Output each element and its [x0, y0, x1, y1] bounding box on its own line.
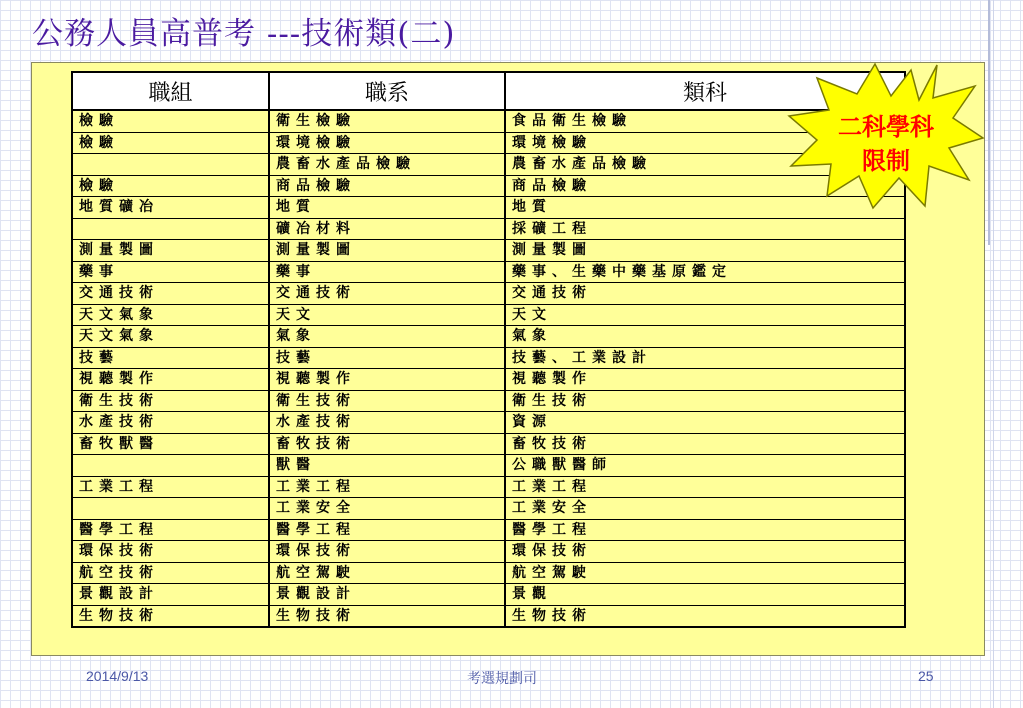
cell-category: 農畜水產品檢驗	[505, 154, 905, 176]
cell-category: 資源	[505, 412, 905, 434]
table-row	[72, 390, 905, 412]
table-header-row	[72, 72, 905, 110]
cell-series: 藥事	[269, 261, 505, 283]
cell-group: 景觀設計	[72, 584, 269, 606]
table-row	[72, 369, 905, 391]
cell-series: 生物技術	[269, 605, 505, 627]
table-row	[72, 519, 905, 541]
table-row	[72, 347, 905, 369]
starburst-label	[787, 110, 985, 178]
cell-group	[72, 498, 269, 520]
cell-group: 天文氣象	[72, 326, 269, 348]
table-row	[72, 455, 905, 477]
cell-group: 視聽製作	[72, 369, 269, 391]
table-row	[72, 304, 905, 326]
cell-category: 工業工程	[505, 476, 905, 498]
table-row	[72, 562, 905, 584]
cell-category: 食品衛生檢驗	[505, 110, 905, 132]
cell-category: 視聽製作	[505, 369, 905, 391]
cell-category: 環保技術	[505, 541, 905, 563]
cell-group: 天文氣象	[72, 304, 269, 326]
cell-series: 衛生檢驗	[269, 110, 505, 132]
slide-decor-line	[988, 0, 990, 245]
cell-group: 測量製圖	[72, 240, 269, 262]
cell-category: 工業安全	[505, 498, 905, 520]
cell-category: 公職獸醫師	[505, 455, 905, 477]
table-row	[72, 605, 905, 627]
table-row	[72, 240, 905, 262]
cell-series: 農畜水產品檢驗	[269, 154, 505, 176]
footer-organization: 考選規劃司	[467, 670, 537, 686]
cell-series: 技藝	[269, 347, 505, 369]
table-row	[72, 110, 905, 132]
header-series: 職系	[269, 72, 505, 110]
cell-series: 地質	[269, 197, 505, 219]
cell-category: 採礦工程	[505, 218, 905, 240]
cell-category: 技藝、工業設計	[505, 347, 905, 369]
table-row	[72, 197, 905, 219]
cell-category: 醫學工程	[505, 519, 905, 541]
cell-group: 航空技術	[72, 562, 269, 584]
cell-series: 交通技術	[269, 283, 505, 305]
cell-category: 生物技術	[505, 605, 905, 627]
cell-series: 環境檢驗	[269, 132, 505, 154]
cell-group: 地質礦冶	[72, 197, 269, 219]
cell-category: 藥事、生藥中藥基原鑑定	[505, 261, 905, 283]
cell-group	[72, 455, 269, 477]
cell-category: 景觀	[505, 584, 905, 606]
table-row	[72, 476, 905, 498]
cell-series: 天文	[269, 304, 505, 326]
cell-category: 交通技術	[505, 283, 905, 305]
starburst-label-line1: 二科學科	[838, 113, 934, 141]
table-row	[72, 261, 905, 283]
cell-group: 藥事	[72, 261, 269, 283]
cell-series: 衛生技術	[269, 390, 505, 412]
table-row	[72, 283, 905, 305]
header-group: 職組	[72, 72, 269, 110]
cell-category: 地質	[505, 197, 905, 219]
cell-group: 水產技術	[72, 412, 269, 434]
table-row	[72, 218, 905, 240]
slide-decor-line-thin	[993, 0, 994, 708]
cell-group: 工業工程	[72, 476, 269, 498]
cell-category: 環境檢驗	[505, 132, 905, 154]
starburst-label-line2: 限制	[862, 147, 910, 175]
table-row	[72, 154, 905, 176]
cell-series: 氣象	[269, 326, 505, 348]
cell-series: 航空駕駛	[269, 562, 505, 584]
cell-series: 商品檢驗	[269, 175, 505, 197]
cell-category: 航空駕駛	[505, 562, 905, 584]
table-row	[72, 433, 905, 455]
cell-group: 環保技術	[72, 541, 269, 563]
table-row	[72, 541, 905, 563]
cell-group: 衛生技術	[72, 390, 269, 412]
cell-category: 畜牧技術	[505, 433, 905, 455]
table-row	[72, 584, 905, 606]
table-row	[72, 175, 905, 197]
cell-series: 環保技術	[269, 541, 505, 563]
table-row	[72, 498, 905, 520]
cell-series: 工業安全	[269, 498, 505, 520]
cell-group	[72, 218, 269, 240]
cell-series: 獸醫	[269, 455, 505, 477]
cell-group: 技藝	[72, 347, 269, 369]
cell-series: 工業工程	[269, 476, 505, 498]
cell-category: 天文	[505, 304, 905, 326]
cell-group: 檢驗	[72, 110, 269, 132]
cell-category: 測量製圖	[505, 240, 905, 262]
cell-series: 礦冶材料	[269, 218, 505, 240]
header-category: 類科	[505, 72, 905, 110]
cell-group: 醫學工程	[72, 519, 269, 541]
cell-series: 景觀設計	[269, 584, 505, 606]
cell-group: 檢驗	[72, 175, 269, 197]
exam-category-table	[71, 71, 906, 628]
cell-series: 視聽製作	[269, 369, 505, 391]
footer-page-number: 25	[918, 668, 934, 684]
cell-series: 畜牧技術	[269, 433, 505, 455]
slide-title: 公務人員高普考 ---技術類(二)	[32, 16, 456, 52]
cell-category: 氣象	[505, 326, 905, 348]
cell-group: 檢驗	[72, 132, 269, 154]
cell-group: 交通技術	[72, 283, 269, 305]
table-row	[72, 412, 905, 434]
footer-date: 2014/9/13	[86, 668, 149, 684]
cell-category: 衛生技術	[505, 390, 905, 412]
cell-series: 水產技術	[269, 412, 505, 434]
table-row	[72, 132, 905, 154]
cell-group: 生物技術	[72, 605, 269, 627]
cell-series: 醫學工程	[269, 519, 505, 541]
cell-category: 商品檢驗	[505, 175, 905, 197]
cell-series: 測量製圖	[269, 240, 505, 262]
cell-group: 畜牧獸醫	[72, 433, 269, 455]
cell-group	[72, 154, 269, 176]
table-row	[72, 326, 905, 348]
